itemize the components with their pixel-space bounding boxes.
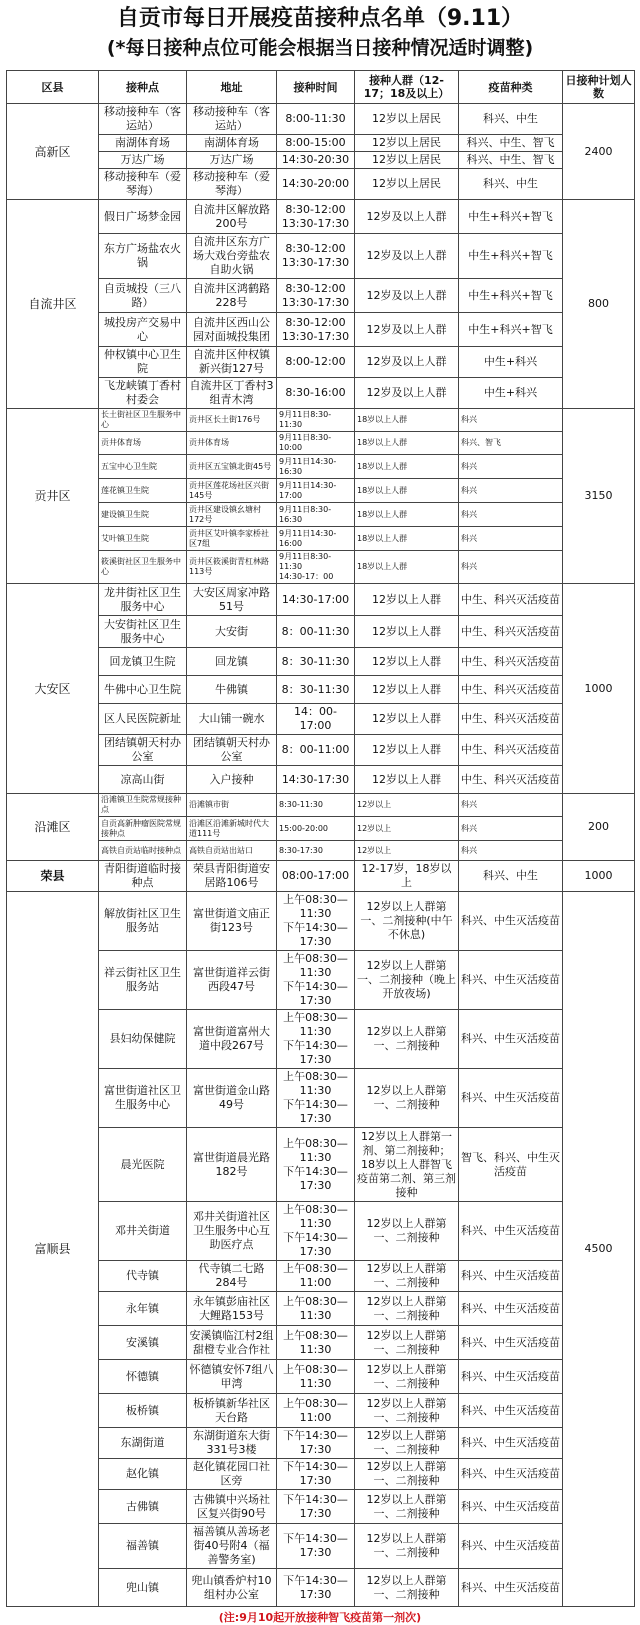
site-name-cell: 板桥镇 xyxy=(99,1394,187,1428)
address-cell: 沿滩镇市街 xyxy=(187,794,277,817)
table-row xyxy=(7,1428,635,1459)
time-cell: 下午14:30—17:30 xyxy=(277,1459,355,1490)
population-cell: 18岁以上人群 xyxy=(355,503,459,527)
time-cell: 上午08:30—11:30 下午14:30—17:30 xyxy=(277,1069,355,1128)
vaccine-type-cell: 科兴 xyxy=(459,841,563,861)
vaccine-type-cell: 科兴 xyxy=(459,817,563,841)
table-row xyxy=(7,584,635,616)
address-cell: 自流井区东方广场大戏台旁盐农自助火锅 xyxy=(187,234,277,279)
address-cell: 自流井区丁香村3组青木湾 xyxy=(187,378,277,409)
address-cell: 贡井区建设镇幺塘村172号 xyxy=(187,503,277,527)
table-row xyxy=(7,1360,635,1394)
site-name-cell: 怀德镇 xyxy=(99,1360,187,1394)
vaccine-type-cell: 科兴 xyxy=(459,503,563,527)
vaccine-type-cell: 科兴、中生灭活疫苗 xyxy=(459,1360,563,1394)
time-cell: 下午14:30—17:30 xyxy=(277,1569,355,1607)
vaccine-type-cell: 中生+科兴 xyxy=(459,347,563,378)
address-cell: 团结镇朝天村办公室 xyxy=(187,735,277,766)
address-cell: 富世街道祥云街西段47号 xyxy=(187,951,277,1010)
site-name-cell: 东湖街道 xyxy=(99,1428,187,1459)
time-cell: 上午08:30—11:30 xyxy=(277,1292,355,1326)
time-cell: 14:30-17:30 xyxy=(277,766,355,794)
time-cell: 上午08:30—11:30 xyxy=(277,1326,355,1360)
population-cell: 12岁以上人群 xyxy=(355,584,459,616)
site-name-cell: 古佛镇 xyxy=(99,1490,187,1524)
time-cell: 14:30-17:00 xyxy=(277,584,355,616)
time-cell: 8:00-15:00 xyxy=(277,135,355,152)
time-cell: 8：30-11:30 xyxy=(277,648,355,676)
population-cell: 12岁以上人群 xyxy=(355,735,459,766)
daily-quota-cell: 3150 xyxy=(563,409,635,584)
time-cell: 8:30-16:00 xyxy=(277,378,355,409)
population-cell: 12岁以上人群第一、二剂接种（晚上开放夜场) xyxy=(355,951,459,1010)
population-cell: 12岁以上人群第一、二剂接种 xyxy=(355,1069,459,1128)
time-cell: 上午08:30—11:30 下午14:30—17:30 xyxy=(277,1128,355,1202)
site-name-cell: 兜山镇 xyxy=(99,1569,187,1607)
site-name-cell: 筱溪街社区卫生服务中心 xyxy=(99,551,187,584)
population-cell: 18岁以上人群 xyxy=(355,455,459,479)
vaccine-type-cell: 科兴、中生灭活疫苗 xyxy=(459,892,563,951)
vaccine-type-cell: 科兴、中生灭活疫苗 xyxy=(459,1569,563,1607)
address-cell: 高铁自贡站出站口 xyxy=(187,841,277,861)
time-cell: 上午08:30—11:30 xyxy=(277,1360,355,1394)
vaccine-type-cell: 科兴 xyxy=(459,479,563,503)
table-row xyxy=(7,648,635,676)
address-cell: 移动接种车（爱琴海） xyxy=(187,169,277,200)
population-cell: 12岁及以上人群 xyxy=(355,279,459,313)
table-row xyxy=(7,378,635,409)
site-name-cell: 假日广场梦金园 xyxy=(99,200,187,234)
time-cell: 9月11日14:30-16:30 xyxy=(277,455,355,479)
vaccine-type-cell: 中生、科兴灭活疫苗 xyxy=(459,766,563,794)
population-cell: 12岁以上居民 xyxy=(355,135,459,152)
page-title: 自贡市每日开展疫苗接种点名单（9.11） xyxy=(116,6,524,31)
address-cell: 富世街道富州大道中段267号 xyxy=(187,1010,277,1069)
address-cell: 安溪镇临江村2组甜橙专业合作社 xyxy=(187,1326,277,1360)
table-row xyxy=(7,892,635,951)
address-cell: 邓井关街道社区卫生服务中心互助医疗点 xyxy=(187,1202,277,1261)
table-row xyxy=(7,503,635,527)
daily-quota-cell: 200 xyxy=(563,794,635,861)
vaccine-type-cell: 科兴、中生灭活疫苗 xyxy=(459,1202,563,1261)
time-cell: 14：00-17:00 xyxy=(277,704,355,735)
time-cell: 8：30-11:30 xyxy=(277,676,355,704)
vaccine-type-cell: 科兴、中生 xyxy=(459,169,563,200)
vaccine-type-cell: 中生+科兴+智飞 xyxy=(459,279,563,313)
table-row xyxy=(7,200,635,234)
table-row xyxy=(7,1524,635,1569)
vaccine-type-cell: 科兴 xyxy=(459,527,563,551)
page-subtitle: (*每日接种点位可能会根据当日接种情况适时调整) xyxy=(106,37,534,59)
site-name-cell: 福善镇 xyxy=(99,1524,187,1569)
address-cell: 自流井区解放路200号 xyxy=(187,200,277,234)
time-cell: 8:30-12:00 13:30-17:30 xyxy=(277,279,355,313)
time-cell: 8:30-11:30 xyxy=(277,794,355,817)
time-cell: 9月11日8:30-11:30 14:30-17：00 xyxy=(277,551,355,584)
population-cell: 12岁及以上人群 xyxy=(355,234,459,279)
district-name-cell: 高新区 xyxy=(7,104,99,200)
header-population: 接种人群（12-17；18及以上） xyxy=(355,71,459,104)
table-row xyxy=(7,1261,635,1292)
table-row xyxy=(7,455,635,479)
address-cell: 永年镇彭庙社区大鲤路153号 xyxy=(187,1292,277,1326)
site-name-cell: 富世街道社区卫生服务中心 xyxy=(99,1069,187,1128)
site-name-cell: 龙井街社区卫生服务中心 xyxy=(99,584,187,616)
population-cell: 12岁以上人群第一、二剂接种 xyxy=(355,1569,459,1607)
table-row xyxy=(7,551,635,584)
address-cell: 荣县青阳街道安居路106号 xyxy=(187,861,277,892)
population-cell: 12岁以上人群第一剂、第二剂接种；18岁以上人群智飞疫苗第二剂、第三剂接种 xyxy=(355,1128,459,1202)
vaccine-type-cell: 中生+科兴 xyxy=(459,378,563,409)
site-name-cell: 安溪镇 xyxy=(99,1326,187,1360)
address-cell: 大安街 xyxy=(187,616,277,648)
vaccine-type-cell: 中生、科兴灭活疫苗 xyxy=(459,616,563,648)
site-name-cell: 万达广场 xyxy=(99,152,187,169)
vaccine-type-cell: 中生、科兴灭活疫苗 xyxy=(459,704,563,735)
site-name-cell: 自贡城投（三八路） xyxy=(99,279,187,313)
table-row xyxy=(7,1128,635,1202)
table-row xyxy=(7,704,635,735)
table-header-row xyxy=(7,71,635,104)
time-cell: 9月11日8:30-11:30 xyxy=(277,409,355,432)
population-cell: 12岁以上人群 xyxy=(355,648,459,676)
population-cell: 12岁以上 xyxy=(355,817,459,841)
header-address: 地址 xyxy=(187,71,277,104)
site-name-cell: 自贡高新肿瘤医院常规接种点 xyxy=(99,817,187,841)
table-row xyxy=(7,841,635,861)
time-cell: 15:00-20:00 xyxy=(277,817,355,841)
table-row xyxy=(7,1459,635,1490)
site-name-cell: 永年镇 xyxy=(99,1292,187,1326)
site-name-cell: 高铁自贡站临时接种点 xyxy=(99,841,187,861)
vaccine-type-cell: 科兴 xyxy=(459,455,563,479)
time-cell: 下午14:30—17:30 xyxy=(277,1490,355,1524)
time-cell: 9月11日14:30-16:00 xyxy=(277,527,355,551)
table-row xyxy=(7,1202,635,1261)
population-cell: 12岁以上人群第一、二剂接种 xyxy=(355,1261,459,1292)
daily-quota-cell: 4500 xyxy=(563,892,635,1607)
site-name-cell: 莲花镇卫生院 xyxy=(99,479,187,503)
address-cell: 牛佛镇 xyxy=(187,676,277,704)
time-cell: 8:30-12:00 13:30-17:30 xyxy=(277,313,355,347)
district-name-cell: 大安区 xyxy=(7,584,99,794)
table-row xyxy=(7,527,635,551)
address-cell: 板桥镇新华社区天台路 xyxy=(187,1394,277,1428)
site-name-cell: 沿滩镇卫生院常规接种点 xyxy=(99,794,187,817)
table-row xyxy=(7,479,635,503)
time-cell: 9月11日8:30-16:30 xyxy=(277,503,355,527)
site-name-cell: 牛佛中心卫生院 xyxy=(99,676,187,704)
vaccine-type-cell: 科兴、中生灭活疫苗 xyxy=(459,951,563,1010)
vaccine-type-cell: 科兴、中生灭活疫苗 xyxy=(459,1292,563,1326)
vaccine-type-cell: 科兴、中生 xyxy=(459,861,563,892)
vaccine-type-cell: 中生、科兴灭活疫苗 xyxy=(459,676,563,704)
header-vaccine-type: 疫苗种类 xyxy=(459,71,563,104)
site-name-cell: 大安街社区卫生服务中心 xyxy=(99,616,187,648)
vaccine-type-cell: 智飞、科兴、中生灭活疫苗 xyxy=(459,1128,563,1202)
address-cell: 贡井区莲花场社区兴街145号 xyxy=(187,479,277,503)
population-cell: 12岁以上人群第一、二剂接种 xyxy=(355,1459,459,1490)
address-cell: 东湖街道东大街331号3楼 xyxy=(187,1428,277,1459)
table-row xyxy=(7,794,635,817)
population-cell: 12岁以上人群第一、二剂接种 xyxy=(355,1326,459,1360)
site-name-cell: 移动接种车（客运站） xyxy=(99,104,187,135)
header-time: 接种时间 xyxy=(277,71,355,104)
address-cell: 入户接种 xyxy=(187,766,277,794)
vaccine-type-cell: 科兴、中生灭活疫苗 xyxy=(459,1326,563,1360)
address-cell: 自流井区西山公园对面城投集团 xyxy=(187,313,277,347)
population-cell: 12岁以上人群 xyxy=(355,766,459,794)
table-row xyxy=(7,766,635,794)
daily-quota-cell: 1000 xyxy=(563,861,635,892)
district-name-cell: 贡井区 xyxy=(7,409,99,584)
population-cell: 12岁以上人群第一、二剂接种 xyxy=(355,1428,459,1459)
site-name-cell: 赵化镇 xyxy=(99,1459,187,1490)
table-row xyxy=(7,313,635,347)
site-name-cell: 城投房产交易中心 xyxy=(99,313,187,347)
time-cell: 8:30-12:00 13:30-17:30 xyxy=(277,234,355,279)
table-row xyxy=(7,279,635,313)
vaccine-type-cell: 科兴、中生、智飞 xyxy=(459,152,563,169)
district-name-cell: 富顺县 xyxy=(7,892,99,1607)
site-name-cell: 南湖体育场 xyxy=(99,135,187,152)
vaccine-type-cell: 科兴 xyxy=(459,794,563,817)
population-cell: 12岁以上 xyxy=(355,841,459,861)
population-cell: 12岁以上人群 xyxy=(355,704,459,735)
table-row xyxy=(7,676,635,704)
address-cell: 古佛镇中兴场社区复兴街90号 xyxy=(187,1490,277,1524)
vaccine-type-cell: 科兴、中生灭活疫苗 xyxy=(459,1069,563,1128)
time-cell: 9月11日8:30-10:00 xyxy=(277,432,355,455)
population-cell: 12岁以上人群第一、二剂接种 xyxy=(355,1202,459,1261)
table-row xyxy=(7,1069,635,1128)
table-row xyxy=(7,951,635,1010)
time-cell: 上午08:30—11:30 下午14:30—17:30 xyxy=(277,951,355,1010)
table-row xyxy=(7,1394,635,1428)
population-cell: 12岁以上人群第一、二剂接种(中午不休息) xyxy=(355,892,459,951)
vaccine-type-cell: 科兴、中生灭活疫苗 xyxy=(459,1524,563,1569)
table-row xyxy=(7,169,635,200)
table-row xyxy=(7,432,635,455)
table-row xyxy=(7,817,635,841)
address-cell: 富世街道文庙正街123号 xyxy=(187,892,277,951)
address-cell: 南湖体育场 xyxy=(187,135,277,152)
population-cell: 12岁以上居民 xyxy=(355,104,459,135)
footnote: (注:9月10起开放接种智飞疫苗第一剂次) xyxy=(218,1611,422,1624)
daily-quota-cell: 2400 xyxy=(563,104,635,200)
table-row xyxy=(7,234,635,279)
address-cell: 移动接种车（客运站） xyxy=(187,104,277,135)
table-row xyxy=(7,1010,635,1069)
time-cell: 上午08:30—11:30 下午14:30—17:30 xyxy=(277,892,355,951)
daily-quota-cell: 800 xyxy=(563,200,635,409)
population-cell: 12岁以上人群第一、二剂接种 xyxy=(355,1394,459,1428)
site-name-cell: 建设镇卫生院 xyxy=(99,503,187,527)
address-cell: 贡井体育场 xyxy=(187,432,277,455)
vaccine-type-cell: 科兴、智飞 xyxy=(459,432,563,455)
vaccine-type-cell: 科兴、中生灭活疫苗 xyxy=(459,1010,563,1069)
site-name-cell: 邓井关街道 xyxy=(99,1202,187,1261)
site-name-cell: 晨光医院 xyxy=(99,1128,187,1202)
address-cell: 富世街道晨光路182号 xyxy=(187,1128,277,1202)
district-name-cell: 自流井区 xyxy=(7,200,99,409)
table-row xyxy=(7,1292,635,1326)
site-name-cell: 祥云街社区卫生服务站 xyxy=(99,951,187,1010)
table-row xyxy=(7,409,635,432)
time-cell: 9月11日14:30-17:00 xyxy=(277,479,355,503)
population-cell: 12岁以上人群 xyxy=(355,676,459,704)
site-name-cell: 区人民医院新址 xyxy=(99,704,187,735)
site-name-cell: 移动接种车（爱琴海） xyxy=(99,169,187,200)
header-site: 接种点 xyxy=(99,71,187,104)
site-name-cell: 东方广场盐农火锅 xyxy=(99,234,187,279)
vaccine-type-cell: 科兴 xyxy=(459,551,563,584)
site-name-cell: 五宝中心卫生院 xyxy=(99,455,187,479)
vaccination-sites-table xyxy=(6,70,635,1607)
site-name-cell: 凉高山街 xyxy=(99,766,187,794)
table-row xyxy=(7,735,635,766)
address-cell: 贡井区艾叶镇李家桥社区7组 xyxy=(187,527,277,551)
table-row xyxy=(7,1490,635,1524)
vaccine-type-cell: 中生+科兴+智飞 xyxy=(459,234,563,279)
population-cell: 12岁以上人群第一、二剂接种 xyxy=(355,1010,459,1069)
site-name-cell: 县妇幼保健院 xyxy=(99,1010,187,1069)
population-cell: 12岁以上 xyxy=(355,794,459,817)
vaccine-type-cell: 科兴、中生灭活疫苗 xyxy=(459,1394,563,1428)
population-cell: 12岁以上人群第一、二剂接种 xyxy=(355,1292,459,1326)
time-cell: 8：00-11:30 xyxy=(277,616,355,648)
time-cell: 上午08:30—11:00 xyxy=(277,1261,355,1292)
district-name-cell: 荣县 xyxy=(7,861,99,892)
time-cell: 下午14:30—17:30 xyxy=(277,1524,355,1569)
time-cell: 08:00-17:00 xyxy=(277,861,355,892)
address-cell: 大山铺一碗水 xyxy=(187,704,277,735)
table-row xyxy=(7,861,635,892)
table-row xyxy=(7,135,635,152)
time-cell: 上午08:30—11:30 下午14:30—17:30 xyxy=(277,1202,355,1261)
population-cell: 18岁以上人群 xyxy=(355,479,459,503)
site-name-cell: 仲权镇中心卫生院 xyxy=(99,347,187,378)
table-row xyxy=(7,1326,635,1360)
time-cell: 8:30-12:00 13:30-17:30 xyxy=(277,200,355,234)
time-cell: 14:30-20:00 xyxy=(277,169,355,200)
vaccine-type-cell: 科兴、中生、智飞 xyxy=(459,135,563,152)
vaccine-type-cell: 中生、科兴灭活疫苗 xyxy=(459,584,563,616)
time-cell: 14:30-20:30 xyxy=(277,152,355,169)
address-cell: 兜山镇香炉村10组村办公室 xyxy=(187,1569,277,1607)
site-name-cell: 飞龙峡镇丁香村村委会 xyxy=(99,378,187,409)
time-cell: 8:00-11:30 xyxy=(277,104,355,135)
address-cell: 代寺镇二七路284号 xyxy=(187,1261,277,1292)
population-cell: 12岁及以上人群 xyxy=(355,313,459,347)
time-cell: 上午08:30—11:00 xyxy=(277,1394,355,1428)
population-cell: 12岁以上人群第一、二剂接种 xyxy=(355,1524,459,1569)
address-cell: 万达广场 xyxy=(187,152,277,169)
vaccine-type-cell: 中生+科兴+智飞 xyxy=(459,200,563,234)
table-row xyxy=(7,616,635,648)
vaccine-type-cell: 科兴、中生 xyxy=(459,104,563,135)
population-cell: 18岁以上人群 xyxy=(355,551,459,584)
table-row xyxy=(7,347,635,378)
site-name-cell: 艾叶镇卫生院 xyxy=(99,527,187,551)
site-name-cell: 青阳街道临时接种点 xyxy=(99,861,187,892)
population-cell: 18岁以上人群 xyxy=(355,432,459,455)
vaccine-type-cell: 科兴 xyxy=(459,409,563,432)
vaccine-type-cell: 科兴、中生灭活疫苗 xyxy=(459,1490,563,1524)
address-cell: 贡井区筱溪街青杠林路113号 xyxy=(187,551,277,584)
site-name-cell: 团结镇朝天村办公室 xyxy=(99,735,187,766)
address-cell: 沿滩区沿滩新城时代大道111号 xyxy=(187,817,277,841)
population-cell: 12岁以上人群第一、二剂接种 xyxy=(355,1490,459,1524)
header-district: 区县 xyxy=(7,71,99,104)
address-cell: 自流井区仲权镇新兴街127号 xyxy=(187,347,277,378)
site-name-cell: 回龙镇卫生院 xyxy=(99,648,187,676)
table-row xyxy=(7,104,635,135)
table-row xyxy=(7,1569,635,1607)
population-cell: 18岁以上人群 xyxy=(355,409,459,432)
population-cell: 12岁以上人群第一、二剂接种 xyxy=(355,1360,459,1394)
population-cell: 12岁以上居民 xyxy=(355,169,459,200)
time-cell: 8:30-17:30 xyxy=(277,841,355,861)
population-cell: 12-17岁，18岁以上 xyxy=(355,861,459,892)
population-cell: 12岁及以上人群 xyxy=(355,378,459,409)
population-cell: 12岁及以上人群 xyxy=(355,347,459,378)
population-cell: 12岁以上居民 xyxy=(355,152,459,169)
time-cell: 8:00-12:00 xyxy=(277,347,355,378)
address-cell: 怀德镇安怀7组八甲湾 xyxy=(187,1360,277,1394)
site-name-cell: 贡井体育场 xyxy=(99,432,187,455)
vaccine-type-cell: 科兴、中生灭活疫苗 xyxy=(459,1459,563,1490)
site-name-cell: 长土街社区卫生服务中心 xyxy=(99,409,187,432)
address-cell: 富世街道金山路49号 xyxy=(187,1069,277,1128)
address-cell: 福善镇从善场老街40号附4（福善警务室) xyxy=(187,1524,277,1569)
daily-quota-cell: 1000 xyxy=(563,584,635,794)
population-cell: 12岁以上人群 xyxy=(355,616,459,648)
address-cell: 回龙镇 xyxy=(187,648,277,676)
vaccine-type-cell: 科兴、中生灭活疫苗 xyxy=(459,1428,563,1459)
address-cell: 赵化镇花园口社区旁 xyxy=(187,1459,277,1490)
header-daily-quota: 日接种计划人数 xyxy=(563,71,635,104)
time-cell: 下午14:30—17:30 xyxy=(277,1428,355,1459)
vaccine-type-cell: 科兴、中生灭活疫苗 xyxy=(459,1261,563,1292)
site-name-cell: 解放街社区卫生服务站 xyxy=(99,892,187,951)
time-cell: 上午08:30—11:30 下午14:30—17:30 xyxy=(277,1010,355,1069)
time-cell: 8：00-11:00 xyxy=(277,735,355,766)
district-name-cell: 沿滩区 xyxy=(7,794,99,861)
site-name-cell: 代寺镇 xyxy=(99,1261,187,1292)
table-row xyxy=(7,152,635,169)
population-cell: 18岁以上人群 xyxy=(355,527,459,551)
address-cell: 贡井区长土街176号 xyxy=(187,409,277,432)
address-cell: 自流井区鸿鹤路228号 xyxy=(187,279,277,313)
population-cell: 12岁及以上人群 xyxy=(355,200,459,234)
vaccine-type-cell: 中生+科兴+智飞 xyxy=(459,313,563,347)
vaccine-type-cell: 中生、科兴灭活疫苗 xyxy=(459,648,563,676)
address-cell: 大安区周家冲路51号 xyxy=(187,584,277,616)
address-cell: 贡井区五宝镇北街45号 xyxy=(187,455,277,479)
vaccine-type-cell: 中生、科兴灭活疫苗 xyxy=(459,735,563,766)
